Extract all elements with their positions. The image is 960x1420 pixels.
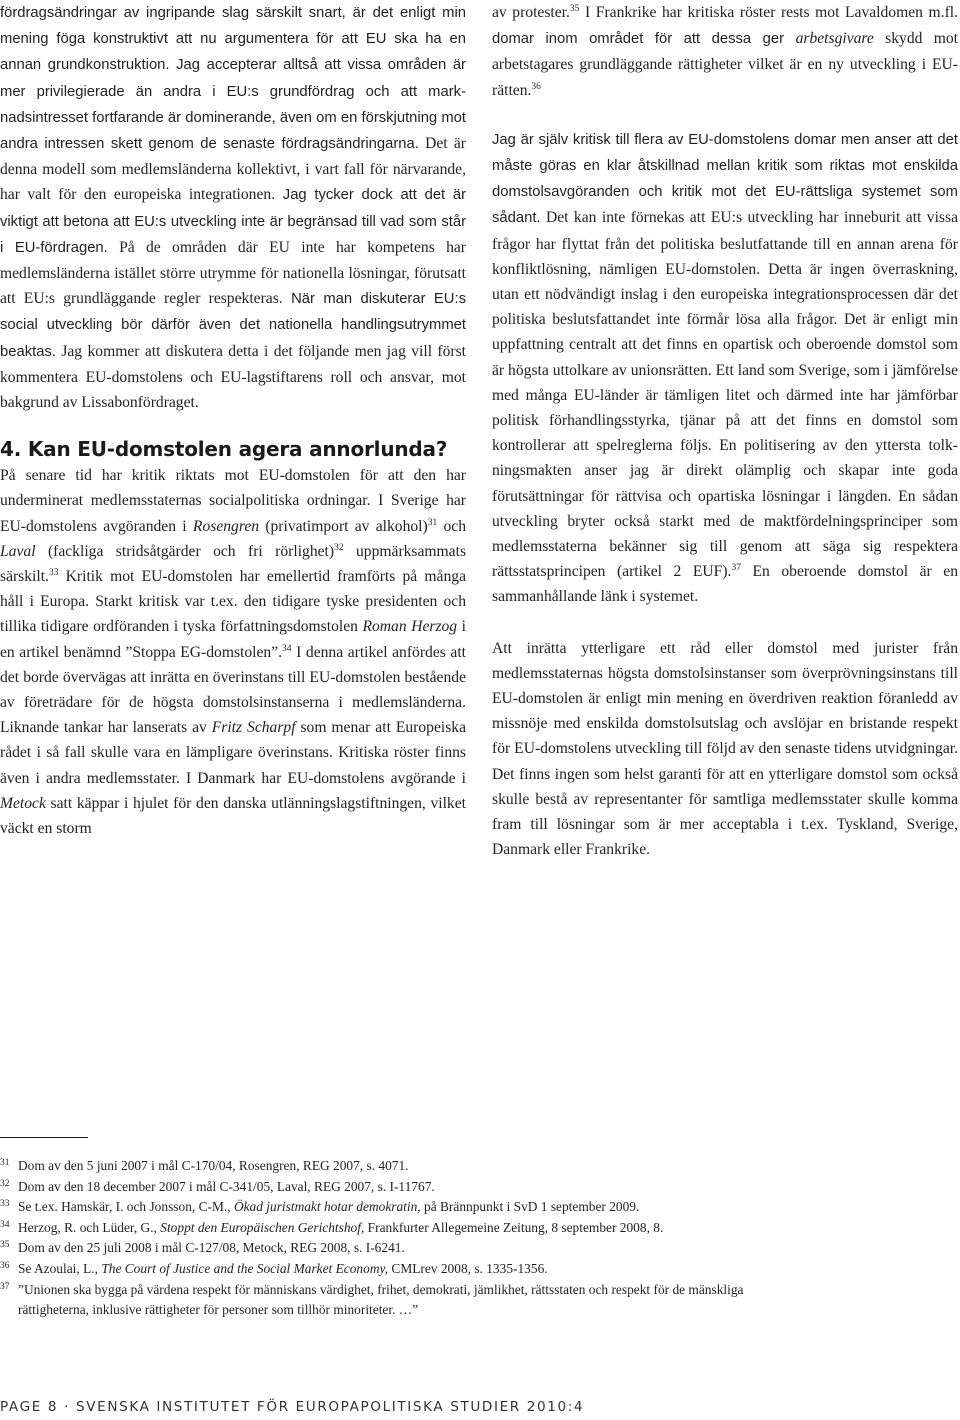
footnote [0, 1259, 800, 1280]
criticism-paragraph [0, 463, 466, 841]
person-name-scharpf: Fritz Scharpf [211, 719, 296, 737]
protest-paragraph [492, 0, 958, 103]
own-view-paragraph [492, 127, 958, 610]
publication-name: SVENSKA INSTITUTET FÖR EUROPAPOLITISKA STUDIER 2010:4 [76, 1399, 585, 1415]
footnote-ref-33[interactable]: 33 [48, 568, 59, 579]
person-name-herzog: Roman Herzog [362, 618, 458, 636]
footnote-number: 31 [0, 1158, 10, 1168]
left-column [0, 0, 466, 841]
page-number: PAGE 8 [0, 1399, 59, 1415]
footnote-number: 32 [0, 1178, 10, 1189]
footnote-text: Herzog, R. och Lüder, G., [18, 1219, 161, 1235]
footnote [0, 1218, 800, 1239]
text-run: Det kan inte förnekas att EU:s utveckling har inneburit att vissa frågor har flyttat från det politiska beslutfattande till en annan arena för konfliktlösning, nämligen EU-domstolen. Detta är ingen överraskning, utan ett nödvändigt inslag i den europeiska integrationsprocessen där det politiska beslutsfattandet inte förmår lösa alla frågor. Det är enligt min uppfattning centralt att det finns en opartisk och oberoende domstol som är högsta uttolkare av unionsrätten. Ett land som Sverige, som i jämförelse med många EU-länder är tämligen litet och därmed inte har jämförbar politisk förhandlingsstyrka, tjänar på att det finns en domstol som kontrollerar att spelreglerna följs. En politisering av den yttersta tolkningsmakten anser jag är direkt olämplig och skapar inte goda förutsättningar för rättvisa och opartiska lösningar i längden. En sådan utveckling bryter också starkt med de maktfördelningsprinciper som medlemsstaterna bekänner sig till genom att säga sig respektera rättsstatsprincipen (artikel 2 EUF). [492, 209, 958, 581]
text-run: (fackliga stridsåtgärder och fri rörlighet) [35, 542, 335, 560]
footnote-text: Se t.ex. Hamskär, I. och Jonsson, C-M., [18, 1199, 234, 1215]
footnote-text: Se Azoulai, L., [18, 1260, 102, 1276]
footnote-text: på Brännpunkt i SvD 1 september 2009. [420, 1199, 640, 1215]
text-run: I denna artikel anfördes att det borde övervägas att inrätta en överinstans till EU-domstolen bestående av företrädare för de högsta domstolsinstanserna i medlemsländerna. Liknande tankar har lanserats av [0, 643, 466, 737]
footnote-ref-34[interactable]: 34 [282, 643, 292, 654]
text-run: På senare tid har kritik riktats mot EU-domstolen för att den har underminerat medlemsstaternas socialpolitiska ordningar. I Sverige har EU-domstolens avgöranden i [0, 467, 466, 535]
footnote-title: Ökad juristmakt hotar demokratin, [233, 1199, 421, 1215]
footnote-divider [0, 1137, 88, 1138]
italic-term: arbetsgivare [795, 30, 874, 48]
text-run: När man diskuterar EU:s social utveckling bör därför även det nationella handlingsutrymmet beaktas. [0, 291, 466, 360]
text-run: i en artikel benämnd ”Stoppa EG-domstolen”. [0, 618, 466, 661]
text-run: domar inom området för att dessa ger [492, 31, 796, 48]
text-run: En oberoende domstol är en sammanhållande länk i systemet. [492, 563, 958, 606]
footnote-ref-35[interactable]: 35 [569, 4, 580, 14]
footnote-text: Frankfurter Allegemeine Zeitung, 8 september 2008, 8. [364, 1219, 664, 1235]
text-run: I Frankrike har kritiska röster rests mot Lavaldomen m.fl. [579, 4, 958, 21]
footnotes [0, 1156, 800, 1321]
footnote-text: Dom av den 5 juni 2007 i mål C-170/04, Rosengren, REG 2007, s. 4071. [18, 1158, 409, 1173]
footnote-text: Dom av den 25 juli 2008 i mål C-127/08, Metock, REG 2008, s. I-6241. [18, 1240, 405, 1256]
text-run: satt käppar i hjulet för den danska utlänningslagstiftningen, vilket väckt en storm [0, 794, 466, 838]
text-run: av protester. [492, 4, 570, 21]
footnote [0, 1156, 800, 1177]
footnote-number: 33 [0, 1199, 10, 1210]
footnote [0, 1238, 800, 1259]
text-run: Jag tycker dock att det är viktigt att betona att EU:s utveckling inte är begränsad till vad som står i EU-fördragen. [0, 187, 467, 256]
footnote-number: 35 [0, 1240, 10, 1251]
case-name-laval: Laval [0, 542, 36, 560]
text-run: Det är denna modell som medlemsländerna kollektivt, i vart fall för närvarande, har valt för den europeiska integrationen. [0, 135, 466, 204]
text-run: På de områden där EU inte har kompetens har medlemsländerna istället större utrymme för nationella lösningar, förutsatt att EU:s grundläggande regler respekteras. [0, 238, 466, 308]
footnote-ref-36[interactable]: 36 [531, 81, 541, 92]
page-footer [0, 1399, 584, 1415]
text-run: fördragsändringar av ingripande slag särskilt snart, är det enligt min mening föga konstruktivt att nu argumentera för att EU ska ha en annan grundkonstruktion. Jag accepterar alltså att vissa områden är mer privilegierade än andra i EU:s grundfördrag och att marknadsintresset fortfarande är dominerande, även om en förskjutning mot andra intressen skett genom de senaste fördragsändringarna. [0, 5, 466, 153]
footnote-ref-32[interactable]: 32 [334, 542, 344, 553]
footnote-text: Dom av den 18 december 2007 i mål C-341/05, Laval, REG 2007, s. I-11767. [18, 1178, 435, 1194]
text-run: och [437, 517, 466, 535]
case-name-rosengren: Rosengren [192, 517, 260, 535]
footnote-ref-37[interactable]: 37 [731, 563, 741, 574]
footnote [0, 1197, 800, 1218]
footnote-text: ”Unionen ska bygga på värdena respekt för människans värdighet, frihet, demokrati, jämlikhet, rättsstaten och respekt för de mänskliga rättigheterna, inklusive rättigheter för personer som tillhör minoriteter. …” [18, 1281, 744, 1318]
text-run: Jag kommer att diskutera detta i det följande men jag vill först kommentera EU-domstolens och EU-lagstiftarens roll och ansvar, mot bakgrund av Lissabonfördraget. [0, 342, 466, 412]
footer-separator: · [64, 1399, 71, 1415]
right-column [492, 0, 958, 863]
footnote-ref-31[interactable]: 31 [427, 517, 438, 528]
text-run: Kritik mot EU-domstolen har emellertid framförts på många håll i Europa. Starkt kritisk var t.ex. den tidigare tyske presidenten och tillika tidigare ordföranden i tyska författningsdomstolen [0, 568, 466, 636]
text-run: Jag är själv kritisk till flera av EU-domstolens domar men anser att det måste göras en klar åtskillnad mellan kritik som riktas mot enskilda domstolsavgöranden och kritik mot det EU-rättsliga systemet som sådant. [492, 131, 958, 227]
text-run: (privatimport av alkohol) [259, 517, 428, 535]
footnote-title: Stoppt den Europäischen Gerichtshof, [160, 1219, 365, 1235]
footnote [0, 1280, 800, 1321]
footnote [0, 1177, 800, 1198]
conclusion-paragraph: Att inrätta ytterligare ett råd eller domstol med jurister från medlemsstaternas högsta domstolsinstanser som överprövningsinstans till EU-domstolen är enligt min mening en överdriven reaktion föranledd av missnöje med enskilda domstolsutslag och avslöjar en bristande respekt för EU-domstolens utveckling till följd av den senaste tidens utvidgningar. Det finns ingen som helst garanti för att en ytterligare domstol som också skulle bestå av representanter för samtliga medlemsstater skulle komma fram till lösningar som är mer acceptabla i t.ex. Tyskland, Sverige, Danmark eller Frankrike. [492, 639, 958, 859]
footnote-number: 37 [0, 1281, 10, 1292]
text-run: som menar att Europeiska rådet i så fall skulle vara en lämpligare överinstans. Kritiska röster finns även i andra medlemsstater. I Danmark har EU-domstolens avgörande i [0, 719, 466, 787]
footnote-text: CMLrev 2008, s. 1335-1356. [388, 1260, 548, 1276]
text-run: uppmärksammats särskilt. [0, 542, 467, 586]
footnote-number: 34 [0, 1219, 10, 1230]
footnote-number: 36 [0, 1260, 10, 1271]
text-run: skydd mot arbetstagares grundläggande rättigheter vilket är en ny utveckling i EU-rätten. [492, 30, 958, 99]
footnote-title: The Court of Justice and the Social Market Economy, [101, 1260, 389, 1276]
intro-paragraph [0, 0, 466, 415]
section-heading: 4. Kan EU-domstolen agera annorlunda? [0, 437, 448, 462]
case-name-metock: Metock [0, 794, 46, 812]
